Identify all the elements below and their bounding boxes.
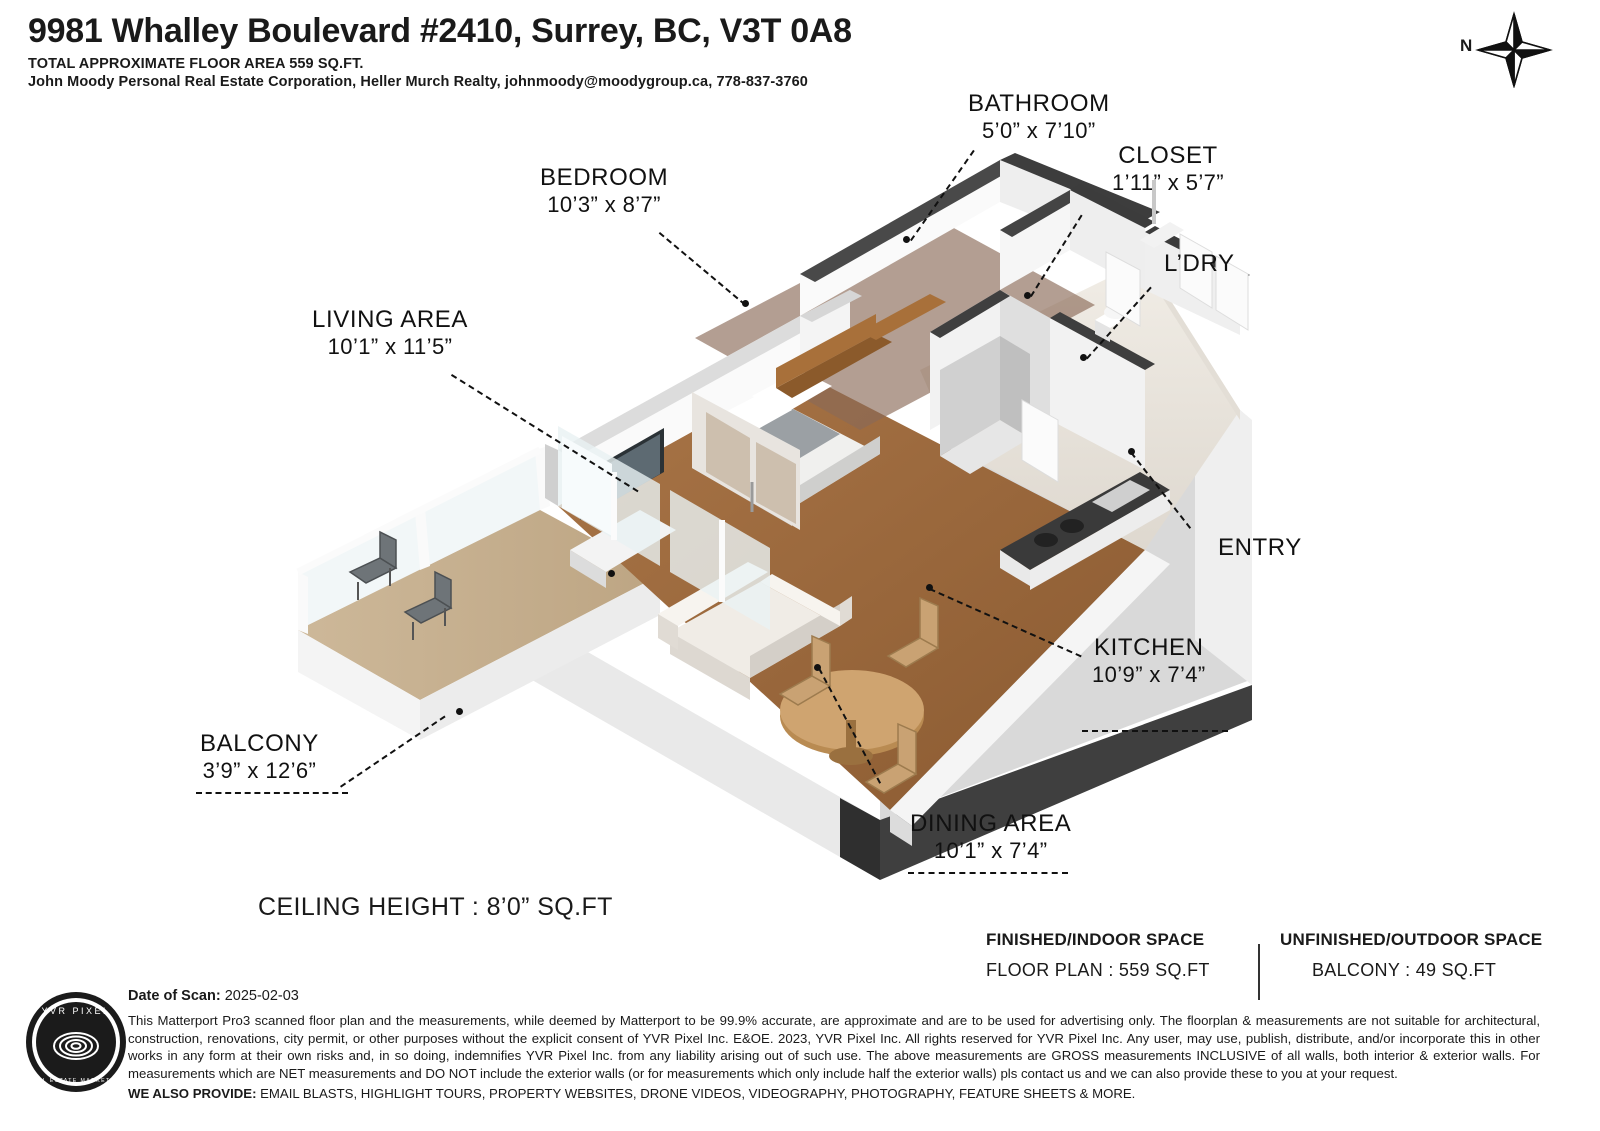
scan-date-label: Date of Scan: [128,988,221,1004]
leader-dot-closet [1024,292,1031,299]
underline-balcony [196,792,348,794]
outdoor-space-heading: UNFINISHED/OUTDOOR SPACE [1280,930,1543,949]
label-kitchen: KITCHEN 10’9” x 7’4” [1092,634,1206,687]
leader-dot-dining-area [814,664,821,671]
underline-dining-area [908,872,1068,874]
label-entry: ENTRY [1218,534,1302,561]
indoor-space-value: FLOOR PLAN : 559 SQ.FT [986,960,1210,980]
label-laundry: L’DRY [1164,250,1235,277]
leader-dot-balcony [456,708,463,715]
leader-dot-laundry [1080,354,1087,361]
compass-north-label: N [1460,36,1473,55]
also-provide-text: EMAIL BLASTS, HIGHLIGHT TOURS, PROPERTY WEBSITES, DRONE VIDEOS, VIDEOGRAPHY, PHOTOGRAPHY, FEATURE SHEETS & MORE. [256,1086,1136,1101]
also-provide-line [128,1085,1540,1102]
ceiling-height-note: CEILING HEIGHT : 8’0” SQ.FT [258,893,613,921]
scan-date-value: 2025-02-03 [224,988,299,1004]
leader-dot-kitchen [926,584,933,591]
indoor-space-heading: FINISHED/INDOOR SPACE [986,930,1205,949]
svg-text:YVR PIXEL: YVR PIXEL [41,1006,111,1016]
underline-kitchen [1082,730,1228,732]
leader-dot-entry [1128,448,1135,455]
leader-dot-living-area [608,570,615,577]
scan-date [128,988,299,1004]
disclaimer-text: This Matterport Pro3 scanned floor plan and the measurements, while deemed by Matterport to be 99.9% accurate, are approximate and are to be used for advertising only. The floorplan & measurements are not suitable for architectural, construction, renovations, city permit, or other purposes without the explicit consent of YVR Pixel Inc. E&OE. 2023, YVR Pixel Inc. All rights reserved for YVR Pixel Inc. Any user, may use, publish, distribute, and/or incorporate this in other works in any form at their own risks and, in so doing, indemnifies YVR Pixel Inc. from any liability arising out of such use. The above measurements are GROSS measurements INCLUSIVE of all walls, both interior & exterior walls. For measurements which are NET measurements and DO NOT include the exterior walls (or for measurements which only include half the exterior walls) pls contact us and we can also provide these to you at your request. [128,1013,1540,1081]
agent-contact-line: John Moody Personal Real Estate Corporation, Heller Murch Realty, johnmoody@moodygroup.ca, 778-837-3760 [28,74,808,90]
label-closet: CLOSET 1’11” x 5’7” [1112,142,1224,195]
yvr-pixel-logo [24,990,128,1094]
leader-dot-bedroom [742,300,749,307]
summary-divider [1258,944,1260,1000]
label-bathroom: BATHROOM 5’0” x 7’10” [968,90,1110,143]
compass-rose [1452,8,1562,88]
svg-text:REAL ESTATE MARKETING: REAL ESTATE MARKETING [28,1078,124,1084]
label-dining-area: DINING AREA 10’1” x 7’4” [910,810,1072,863]
label-living-area: LIVING AREA 10’1” x 11’5” [312,306,468,359]
leader-dot-bathroom [903,236,910,243]
label-bedroom: BEDROOM 10’3” x 8’7” [540,164,669,217]
total-area-line: TOTAL APPROXIMATE FLOOR AREA 559 SQ.FT. [28,56,364,72]
also-provide-label: WE ALSO PROVIDE: [128,1086,257,1101]
floorplan-illustration [240,120,1300,920]
outdoor-space-value: BALCONY : 49 SQ.FT [1312,960,1497,980]
page-title: 9981 Whalley Boulevard #2410, Surrey, BC, V3T 0A8 [28,12,852,50]
label-balcony: BALCONY 3’9” x 12’6” [200,730,319,783]
